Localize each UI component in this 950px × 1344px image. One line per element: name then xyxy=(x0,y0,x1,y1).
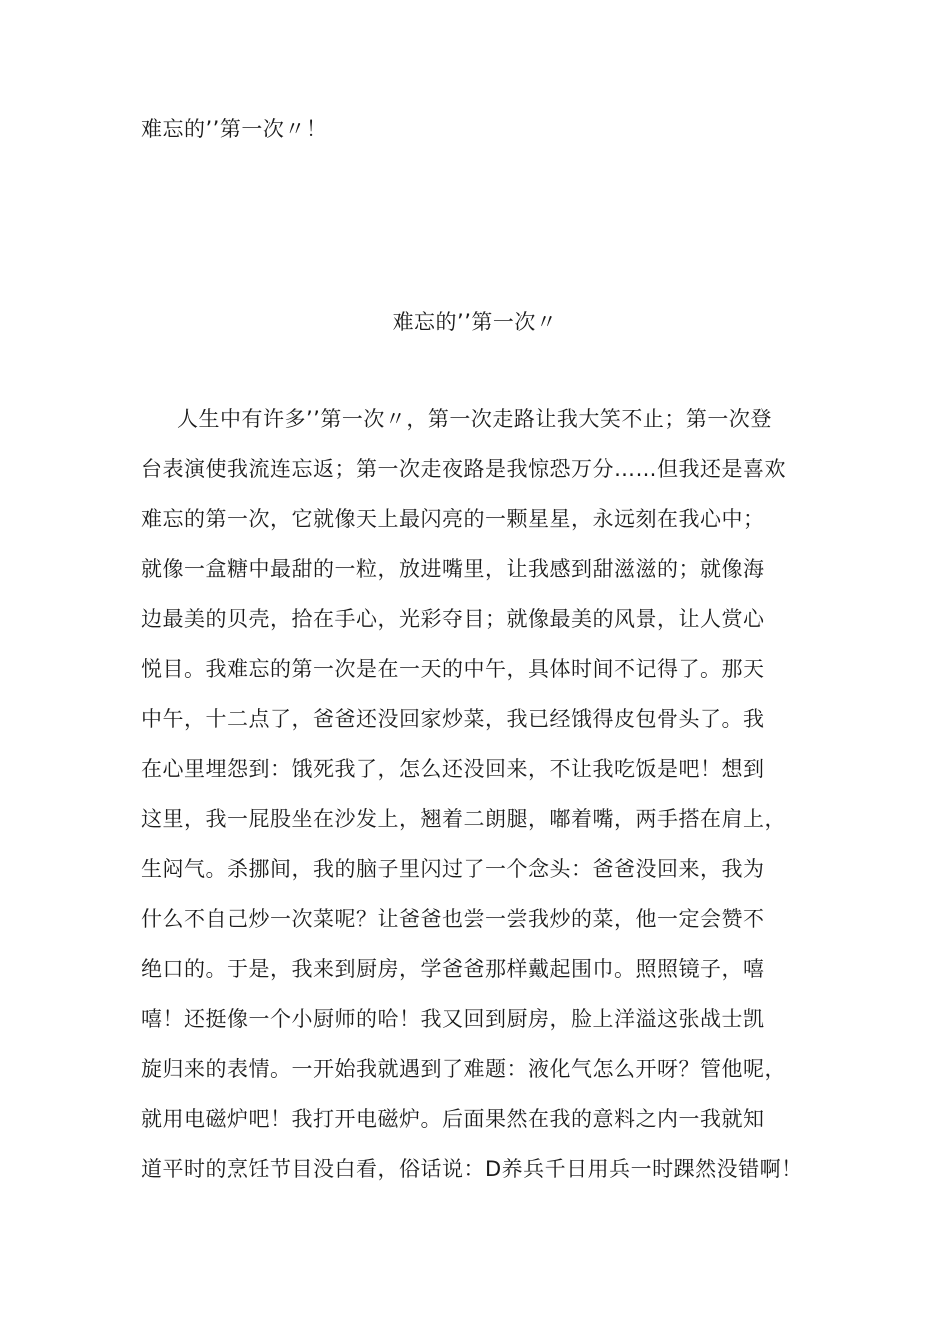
body-line: 这里，我一屁股坐在沙发上，翘着二朗腿，嘟着嘴，两手搭在肩上， xyxy=(141,807,786,831)
body-line: 什么不自己炒一次菜呢？让爸爸也尝一尝我炒的菜，他一定会赞不 xyxy=(141,907,765,931)
body-line: 嘻！还挺像一个小厨师的哈！我又回到厨房，脸上洋溢这张战士凯 xyxy=(141,1007,765,1031)
body-line: 生闷气。杀挪间，我的脑子里闪过了一个念头：爸爸没回来，我为 xyxy=(141,857,765,881)
body-line: 悦目。我难忘的第一次是在一天的中午，具体时间不记得了。那天 xyxy=(141,657,765,681)
page-header: 难忘的’’第一次〃！ xyxy=(141,117,328,141)
body-line: 就用电磁炉吧！我打开电磁炉。后面果然在我的意料之内一我就知 xyxy=(141,1107,765,1131)
body-line: 中午，十二点了，爸爸还没回家炒菜，我已经饿得皮包骨头了。我 xyxy=(141,707,765,731)
body-line: 难忘的第一次，它就像天上最闪亮的一颗星星，永远刻在我心中； xyxy=(141,507,765,531)
article-title: 难忘的’’第一次〃 xyxy=(392,310,558,334)
body-line: 旋归来的表情。一开始我就遇到了难题：液化气怎么开呀？管他呢， xyxy=(141,1057,786,1081)
body-line: 就像一盒糖中最甜的一粒，放进嘴里，让我感到甜滋滋的；就像海 xyxy=(141,557,765,581)
body-line: 在心里埋怨到：饿死我了，怎么还没回来，不让我吃饭是吧！想到 xyxy=(141,757,765,781)
body-line: 人生中有许多’’第一次〃，第一次走路让我大笑不止；第一次登 xyxy=(177,407,772,431)
body-line: 绝口的。于是，我来到厨房，学爸爸那样戴起围巾。照照镜子，嘻 xyxy=(141,957,765,981)
article-body xyxy=(141,402,831,1202)
body-line: 边最美的贝壳，拾在手心，光彩夺目；就像最美的风景，让人赏心 xyxy=(141,607,765,631)
body-line: 台表演使我流连忘返；第一次走夜路是我惊恐万分……但我还是喜欢 xyxy=(141,457,786,481)
body-line: 道平时的烹饪节目没白看，俗话说：D养兵千日用兵一时踝然没错啊！ xyxy=(141,1157,803,1181)
